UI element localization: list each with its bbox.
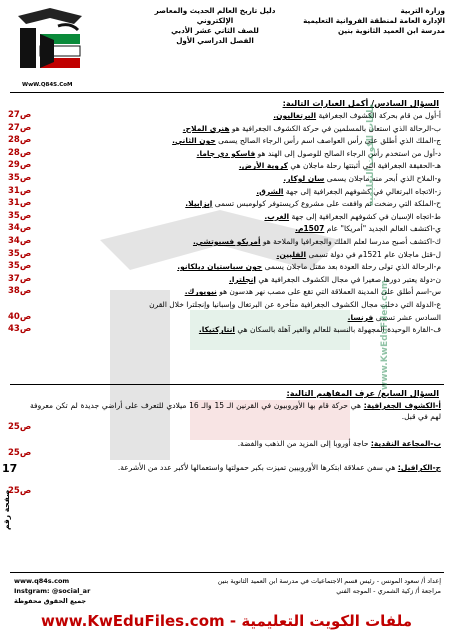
page-reference: ص25 [8,422,32,432]
item-text: ن-دولة يعتبر دورها صغيرا في مجال الكشوف الجغرافية هي [255,274,441,284]
brand-url-link[interactable]: www.KwEduFiles.com [41,612,225,630]
completion-item [30,173,441,184]
page-reference: ص28 [8,147,32,158]
item-answer: البرتغاليون. [273,111,317,120]
page-reference: ص35 [8,173,32,183]
completion-item [30,135,441,146]
item-text: ز-الاتجاه البرتغالي في كشوفهم الجغرافية إلى جهة [283,186,441,196]
item-answer: الغرب. [264,211,290,221]
page-reference: ص27 [8,122,32,133]
page-reference: ص34 [8,236,32,246]
page-reference: ص37 [8,273,32,284]
footer-contact [14,576,90,606]
completion-item: ع-الدولة التي دخلت مجال الكشوف الجغرافية متأخرة عن البرتغال وإسبانيا وإنجلترا خلال القرن [149,300,441,309]
page-number-label: صفحة رقم [2,489,11,530]
page-reference: ص27 [8,110,32,120]
item-answer: فرنسا. [347,312,374,322]
page-reference: ص34 [8,223,32,234]
completion-item [30,160,441,171]
reviewed-by: مراجعة أ/ زكية الشمري - الموجه الفني [336,587,441,595]
item-text: م-الرحالة الذي تولى رحلة العودة بعد مقتل ماجلان يسمى [262,262,441,272]
item-text: ف-القارة الوحيدة المجهولة بالنسبة للعالم والغير آهلة بالسكان هي [234,325,441,335]
completion-item [30,261,441,272]
item-text: ج-الملك الذي أطلق على رأس العواصف اسم رأس الرجاء الصالح يسمى [215,136,441,146]
item-answer: فاسكو دي جاما. [196,148,256,158]
item-text: السادس عشر تسمى [373,312,441,322]
term-label: الفصل الدراسي الأول [176,36,254,45]
item-text: أ-أول من قام بحركة الكشوف الجغرافية [316,111,441,120]
logo-url: WwW.Q84S.CoM [22,82,73,88]
item-text: د-أول من استخدم رأس الرجاء الصالح للوصول إلى الهند هو [255,148,441,158]
item-answer: الفلبين. [276,249,307,259]
completion-item [30,186,441,197]
item-text: و-الملاح الذي أبحر منه ماجلان يسمى [324,174,441,183]
footer-instagram[interactable]: Instgram: @social_ar [14,587,91,595]
section-divider [10,384,444,385]
item-answer: سان لوكار. [283,174,325,183]
page-reference: ص31 [8,198,32,209]
completion-item [30,211,441,222]
definition-item [30,462,441,473]
item-text: هـ-الحقيقة الجغرافية التي أثبتتها رحلة ماجلان هي [287,161,441,171]
item-text: س-اسم أطلق على المدينة العملاقة التي تقع على مصب نهر هدسون هو [216,287,441,297]
item-answer: انتاركتيكا. [198,325,235,335]
item-answer: إنجلترا. [228,274,256,284]
section-7-title: السؤال السابع/ عرف المفاهيم التالية: [286,388,439,398]
item-answer: إيزابيلا. [185,199,213,209]
definition-text: حاجة أوروبا إلى المزيد من الذهب والفضة. [237,439,371,448]
footer-credits [201,576,441,596]
page-reference: ص35 [8,261,32,272]
item-answer: 1507م. [295,224,325,234]
completion-item [30,110,441,121]
school-logo-icon [10,4,90,82]
item-text: ط-اتجاه الإسبان في كشوفهم الجغرافية إلى جهة [289,211,441,221]
watermark-brand-text: ملفات الكويت التعليمية [366,103,377,207]
item-text: ي-اكتشف العالم الجديد "أمريكا" عام [324,224,441,234]
completion-item [30,249,441,260]
prepared-by: إعداد أ/ سعود المونس - رئيس قسم الاجتماعيات في مدرسة ابن العميد الثانوية بنين [217,577,441,585]
footer-divider [10,572,444,573]
page-reference: ص29 [8,160,32,171]
item-answer: أمريكو فسبوتشي. [192,237,261,246]
header-divider [10,92,444,93]
page-reference: ص43 [8,324,32,335]
definition-text: هي سفن عملاقة ابتكرها الأوروبيين تميزت بكبر حمولتها واستعمالها لأكبر عدد من الأشرعة. [117,463,398,472]
item-text: ب-الرحالة الذي استعان بالمسلمين في حركة الكشوف الجغرافية هو [229,123,441,133]
grade-label: للصف الثاني عشر الأدبي [171,26,259,35]
page-reference: ص40 [8,311,32,322]
page-number: 17 [2,462,18,475]
school-name: مدرسة ابن العميد الثانوية بنين [337,26,445,35]
watermark-url-text: www.KwEduFiles.com [380,279,391,391]
section-6-title: السؤال السادس/ أكمل العبارات التالية: [282,98,439,108]
brand-name: ملفات الكويت التعليمية [241,612,412,630]
page-reference: ص31 [8,185,32,196]
completion-item [30,236,441,247]
completion-item [30,123,441,134]
book-title: دليل تاريخ العالم الحديث والمعاصر الإلكتروني [154,6,276,25]
item-text: ل-قتل ماجلان عام 1521م في دولة تسمى [306,249,441,259]
directorate-name: الإدارة العامة لمنطقة الفروانية التعليمية [303,16,445,25]
definition-term: ب-المجاعة النقدية: [370,439,441,448]
page-reference: ص38 [8,286,32,297]
header-book-info [140,6,290,46]
item-answer: جون الثاني. [172,136,216,146]
footer-rights: جميع الحقوق محفوظة [14,597,87,605]
item-text: ك-اكتشف أصبح مدرسا لعلم الفلك والجغرافيا والملاحة هو [260,237,441,246]
item-text: ح-الملكة التي رضخت ثم وافقت على مشروع كريستوفر كولومبس تسمى [212,199,441,209]
definition-item [30,438,441,449]
definition-term: أ-الكشوف الجغرافية: [363,401,441,410]
ministry-name: وزارة التربية [400,6,445,15]
page-reference: ص28 [8,135,32,146]
page-reference: ص35 [8,210,32,221]
page-reference: ص25 [8,448,32,458]
completion-item [30,148,441,159]
definition-text: هي حركة قام بها الأوروبيون في القرنين الـ 15 والـ 16 ميلادي للتعرف على أراضي جديدة لم تكن معروفة لهم في قبل. [30,401,441,421]
definition-item [30,400,441,422]
definition-term: ج-الكرافيل: [397,463,441,472]
item-answer: الشرق. [256,186,284,196]
footer-site-link[interactable]: www.q84s.com [14,577,70,585]
brand-banner: ملفات الكويت التعليمية - www.KwEduFiles.com [41,612,412,630]
page-reference: ص35 [8,248,32,259]
item-answer: هنري الملاح. [182,123,230,133]
header-school-info [295,6,445,36]
item-answer: كروية الأرض. [238,161,288,171]
item-answer: جون سباستيان ديلكانو. [177,262,263,272]
completion-item [30,198,441,209]
completion-item [30,223,441,234]
item-answer: نيويورك. [184,287,217,297]
page-reference: ص25 [8,486,32,496]
